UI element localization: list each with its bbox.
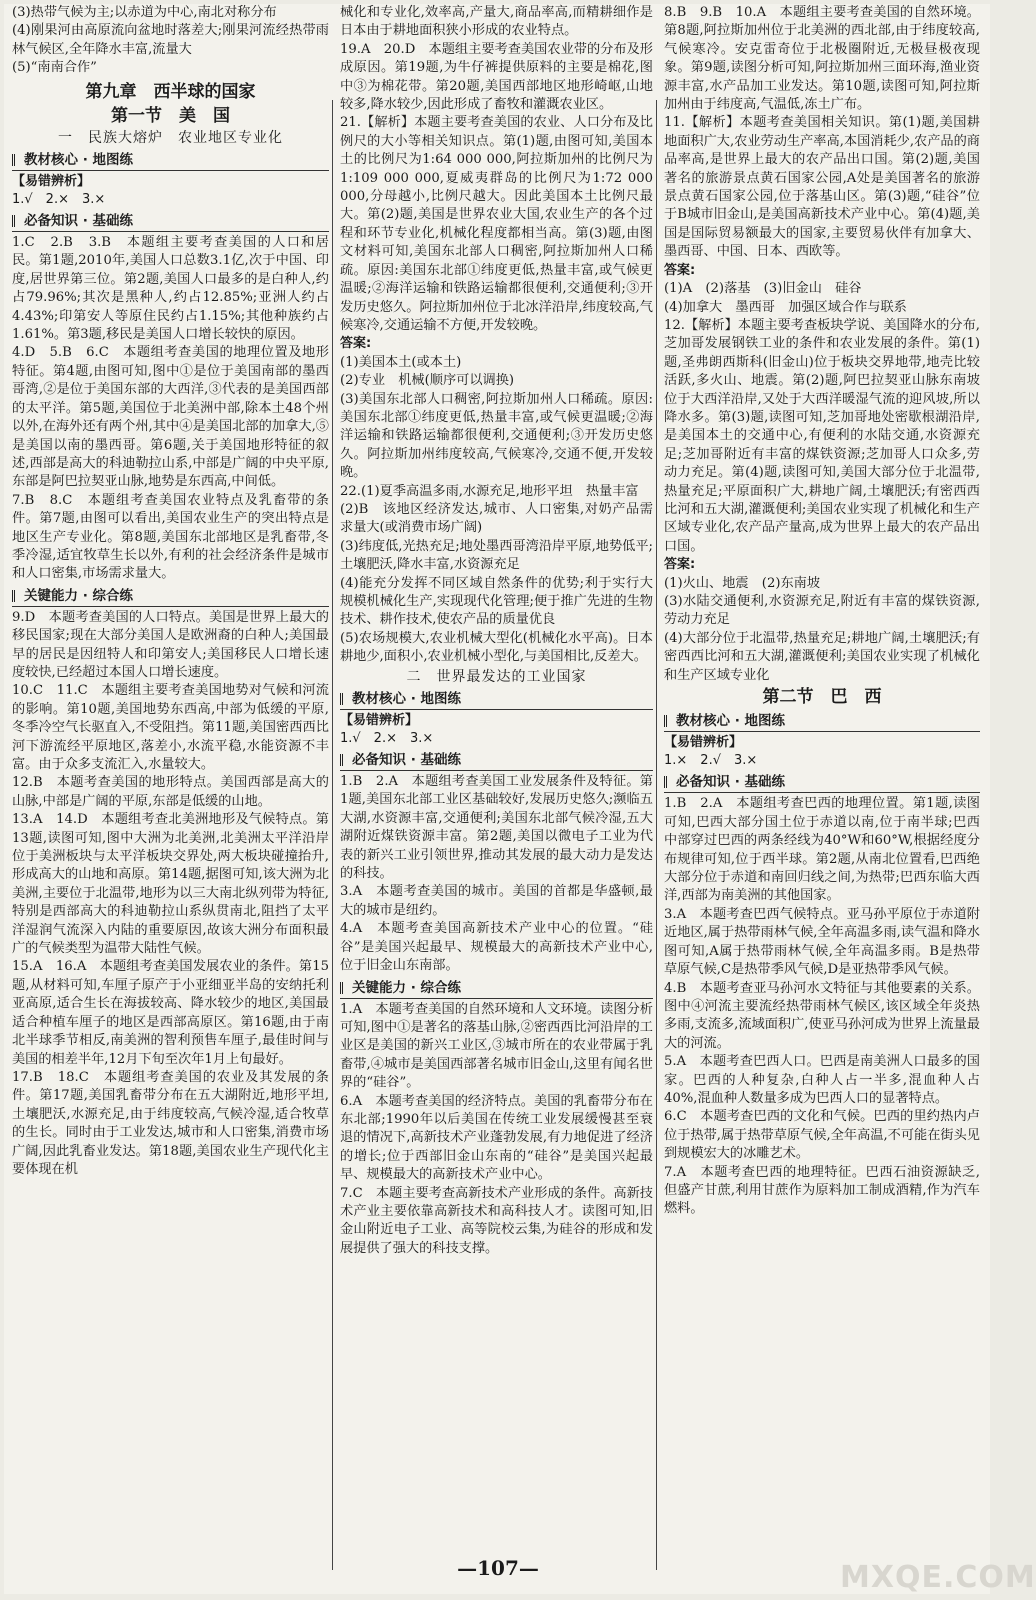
answer-line: 1.√ 2.× 3.× — [340, 730, 434, 746]
answer-paragraph: 1.B 2.A 本题组考查美国工业发展条件及特征。第1题,美国东北部工业区基础较好,发展历史悠久;濒临五大湖,水资源丰富,交通便利;美国东北部气候冷湿,五大湖附近煤铁资源丰富。第2题,美国以微电子工业为代表的新兴工业引领世界,推动其发展的最大动力是发达的科技。 — [340, 774, 653, 882]
answer-paragraph: 19.A 20.D 本题组主要考查美国农业带的分布及形成原因。第19题,为牛仔裤提供原料的主要是棉花,图中③为棉花带。第20题,美国西部地区地形崎岖,山地较多,降水较少,因此形成了畜牧和灌溉农业区。 — [340, 41, 653, 113]
column-left — [12, 4, 329, 1554]
page-number: —107— — [457, 1556, 539, 1580]
column-middle — [340, 4, 653, 1554]
subsection-title: 二 世界最发达的工业国家 — [406, 668, 587, 685]
answer-paragraph: 8.B 9.B 10.A 本题组主要考查美国的自然环境。第8题,阿拉斯加州位于北美洲的西北部,由于纬度较高,气候寒冷。安克雷奇位于北极圈附近,无极昼极夜现象。第9题,读图分析可知,阿拉斯加州三面环海,渔业资源丰富,水产品加工业发达。第10题,读图可知,阿拉斯加州由于纬度高,气温低,冻土广布。 — [664, 5, 980, 113]
answer-paragraph: 3.A 本题考查巴西气候特点。亚马孙平原位于赤道附近地区,属于热带雨林气候,全年高温多雨,读气温和降水图可知,A属于热带雨林气候,全年高温多雨。B是热带草原气候,C是热带季风气候,D是亚热带季风气候。 — [664, 906, 980, 978]
answer-line: 1.× 2.√ 3.× — [664, 753, 758, 769]
column-right — [664, 4, 980, 1554]
answer-paragraph: 12.B 本题考查美国的地形特点。美国西部是高大的山脉,中部是广阔的平原,东部是低缓的山地。 — [12, 775, 329, 809]
answer-paragraph: 6.C 本题考查巴西的文化和气候。巴西的里约热内卢位于热带,属于热带草原气候,全年高温,不可能在街头见到规模宏大的冰雕艺术。 — [664, 1109, 980, 1162]
answer-paragraph: 6.A 本题考查美国的经济特点。美国的乳畜带分布在东北部;1990年以后美国在传统工业发展缓慢甚至衰退的情况下,高新技术产业蓬勃发展,有力地促进了经济的增长;位于西部旧金山东南的“硅谷”是美国兴起最早、规模最大的高新技术产业中心。 — [340, 1093, 653, 1183]
answer-paragraph: 7.B 8.C 本题组考查美国农业特点及乳畜带的条件。第7题,由图可以看出,美国农业生产的突出特点是地区生产专业化。第8题,美国东北部地区是乳畜带,冬季冷湿,适宜牧草生长以外,有利的社会经济条件是城市和人口密集,市场需求量大。 — [12, 492, 329, 582]
answer-paragraph: 1.C 2.B 3.B 本题组主要考查美国的人口和居民。第1题,2010年,美国人口总数3.1亿,次于中国、印度,居世界第三位。第2题,美国人口最多的是白种人,约占79.96%;其次是黑种人,约占12.85%;亚洲人约占4.43%;印第安人等原住民约占1.15%;其他种族约占1.61%。第3题,移民是美国人口增长较快的原因。 — [12, 235, 329, 343]
answer-paragraph: 械化和专业化,效率高,产量大,商品率高,而精耕细作是日本由于耕地面积狭小形成的农业特点。 — [340, 5, 653, 39]
answer-line: (5)农场规模大,农业机械大型化(机械化水平高)。日本耕地少,面积小,农业机械小型化,与美国相比,反差大。 — [340, 630, 653, 665]
answer-paragraph: (3)热带气候为主;以赤道为中心,南北对称分布 — [12, 5, 277, 20]
section-title: 第一节 美 国 — [111, 105, 230, 126]
answer-line: (2)B 该地区经济发达,城市、人口密集,对奶产品需求量大(或消费市场广阔) — [340, 501, 653, 536]
answer-line: 22.(1)夏季高温多雨,水源充足,地形平坦 热量丰富 — [340, 483, 639, 499]
answer-line: (1)A (2)落基 (3)旧金山 硅谷 — [664, 281, 862, 297]
answer-paragraph: 1.B 2.A 本题组考查巴西的地理位置。第1题,读图可知,巴西大部分国土位于赤道以南,位于南半球;巴西中部穿过巴西的两条经线为40°W和60°W,根据经度分布规律可知,位于西半球。第2题,从南北位置看,巴西绝大部分位于赤道和南回归线之间,为热带;巴西东临大西洋,西部为南美洲的其他国家。 — [664, 796, 980, 904]
answer-paragraph: 9.D 本题考查美国的人口特点。美国是世界上最大的移民国家;现在大部分美国人是欧洲裔的白种人;美国最早的居民是因纽特人和印第安人;美国移民人口增长速度较快,已经超过本国人口增长速度。 — [12, 609, 329, 680]
section-bar: 教材核心 · 地图练 — [664, 711, 980, 732]
answer-paragraph: (4)刚果河由高原流向盆地时落差大;刚果河流经热带雨林气候区,全年降水丰富,流量大 — [12, 23, 329, 57]
answer-paragraph: 5.A 本题考查巴西人口。巴西是南美洲人口最多的国家。巴西的人种复杂,白种人占一半多,混血种人占40%,混血种人数量多成为巴西人口的显著特点。 — [664, 1054, 980, 1106]
answer-line: 1.√ 2.× 3.× — [12, 191, 106, 207]
answer-paragraph: 4.D 5.B 6.C 本题组考查美国的地理位置及地形特征。第4题,由图可知,图中①是位于美国南部的墨西哥湾,②是位于美国东部的大西洋,③代表的是美国西部的太平洋。第5题,美国位于北美洲中部,除本土48个州以外,在海外还有两个州,其中④是美国北部的加拿大,⑤是美国以南的墨西哥。第6题,关于美国地形特征的叙述,西部是高大的科迪勒拉山系,中部是广阔的中央平原,东部是阿巴拉契亚山脉,地势是东西高,中间低。 — [12, 345, 329, 490]
answer-paragraph: 10.C 11.C 本题组主要考查美国地势对气候和河流的影响。第10题,美国地势东西高,中部为低缓的平原,冬季冷空气长驱直入,不受阻挡。第11题,美国密西西比河下游流经平原地区,落差小,水流平稳,水能资源不丰富。由于众多支流汇入,水量较大。 — [12, 683, 329, 772]
answer-paragraph: 11.【解析】本题考查美国相关知识。第(1)题,美国耕地面积广大,农业劳动生产率高,本国消耗少,农产品的商品率高,是世界上最大的农产品出口国。第(2)题,美国著名的旅游景点黄石国家公园,A处是美国著名的旅游景点黄石国家公园,位于落基山区。第(3)题,“硅谷”位于B城市旧金山,是美国高新技术产业中心。第(4)题,美国是国际贸易额最大的国家,主要贸易伙伴有加拿大、墨西哥、中国、日本、西欧等。 — [664, 115, 980, 260]
answer-paragraph: 12.【解析】本题主要考查板块学说、美国降水的分布,芝加哥发展钢铁工业的条件和农业发展的条件。第(1)题,圣弗朗西斯科(旧金山)位于板块交界地带,地壳比较活跃,多火山、地震。第(2)题,阿巴拉契亚山脉东南坡位于大西洋沿岸,又处于大西洋暖湿气流的迎风坡,所以降水多。第(3)题,读图可知,芝加哥地处密歇根湖沿岸,是美国本土的交通中心,有便利的水陆交通,水资源充足;芝加哥附近有丰富的煤铁资源;芝加哥人口众多,劳动力充足。第(4)题,读图可知,美国大部分位于北温带,热量充足;平原面积广大,耕地广阔,土壤肥沃;有密西西比河和五大湖,灌溉便利;美国农业实现了机械化和生产区域专业化,农产品产量高,成为世界上最大的农产品出口国。 — [664, 317, 980, 554]
answer-line: (4)加拿大 墨西哥 加强区域合作与联系 — [664, 299, 907, 315]
section-bar: 必备知识 · 基础练 — [12, 211, 329, 232]
column-divider — [332, 100, 333, 1570]
subsection-title: 一 民族大熔炉 农业地区专业化 — [58, 129, 283, 146]
answer-line: (1)美国本土(或本土) — [340, 354, 462, 370]
section-bar: 教材核心 · 地图练 — [12, 150, 329, 171]
section-bar: 关键能力 · 综合练 — [340, 978, 653, 999]
answer-paragraph: 1.A 本题考查美国的自然环境和人文环境。读图分析可知,图中①是著名的落基山脉,②密西西比河沿岸的工业区是美国的新兴工业区,③城市所在的农业带属于乳畜带,④城市是美国西部著名城市旧金山,这里有闻名世界的“硅谷”。 — [340, 1001, 653, 1091]
answer-line: (1)火山、地震 (2)东南坡 — [664, 575, 821, 591]
answer-paragraph: 7.C 本题主要考查高新技术产业形成的条件。高新技术产业主要依靠高新技术和高科技人才。读图可知,旧金山附近电子工业、高等院校云集,为硅谷的形成和发展提供了强大的科技支撑。 — [340, 1185, 653, 1256]
tag-label: 【易错辨析】 — [12, 173, 91, 189]
tag-label: 【易错辨析】 — [664, 735, 743, 751]
answer-paragraph: (5)“南南合作” — [12, 60, 97, 76]
answer-line: (3)美国东北部人口稠密,阿拉斯加州人口稀疏。原因:美国东北部①纬度更低,热量丰富,或气候更温暖;②海洋运输和铁路运输都很便利,交通便利;③开发历史悠久。阿拉斯加州纬度较高,气候寒冷,交通不便,开发较晚。 — [340, 391, 653, 481]
answer-paragraph: 13.A 14.D 本题组考查北美洲地形及气候特点。第13题,读图可知,图中大洲为北美洲,北美洲太平洋沿岸位于美洲板块与太平洋板块交界处,两大板块碰撞抬升,形成高大的山地和高原。第14题,据图可知,该大洲为北美洲,主要位于北温带,地形为以三大南北纵列带为特征,特别是西部高大的科迪勒拉山系纵贯南北,阻挡了太平洋湿润气流深入内陆的重要原因,故该大洲分布面积最广的气候类型为温带大陆性气候。 — [12, 812, 329, 957]
answer-paragraph: 7.A 本题考查巴西的地理特征。巴西石油资源缺乏,但盛产甘蔗,利用甘蔗作为原料加工制成酒精,作为汽车燃料。 — [664, 1164, 980, 1217]
chapter-title: 第九章 西半球的国家 — [85, 81, 256, 102]
answer-line: (2)专业 机械(顺序可以调换) — [340, 373, 515, 389]
answer-label: 答案: — [340, 336, 372, 352]
section-bar: 必备知识 · 基础练 — [664, 772, 980, 793]
answer-paragraph: 21.【解析】本题主要考查美国的农业、人口分布及比例尺的大小等相关知识点。第(1)题,由图可知,美国本土的比例尺为1:64 000 000,阿拉斯加州的比例尺为1:109 000 000,夏威夷群岛的比例尺为1:72 000 000,分母越小,比例尺越大。因此美国本土比例尺最大。第(2)题,美国是世界农业大国,农业生产的各个过程和环节专业化,机械化程度都相当高。第(3)题,由图文材料可知,美国东北部人口稠密,阿拉斯加州人口稀疏。原因:美国东北部①纬度更低,热量丰富,或气候更温暖;②海洋运输和铁路运输都很便利,交通便利;③开发历史悠久。阿拉斯加州位于北冰洋沿岸,纬度较高,气候寒冷,交通运输不方便,开发较晚。 — [340, 115, 653, 333]
answer-label: 答案: — [664, 262, 696, 278]
watermark: MXQE.COM — [840, 1560, 1036, 1595]
answer-paragraph: 3.A 本题考查美国的城市。美国的首都是华盛顿,最大的城市是纽约。 — [340, 884, 653, 918]
answer-label: 答案: — [664, 557, 696, 573]
section-title: 第二节 巴 西 — [762, 687, 882, 708]
answer-paragraph: 4.A 本题考查美国高新技术产业中心的位置。“硅谷”是美国兴起最早、规模最大的高新技术产业中心,位于旧金山东南部。 — [340, 921, 653, 974]
section-bar: 教材核心 · 地图练 — [340, 689, 653, 710]
tag-label: 【易错辨析】 — [340, 712, 419, 728]
answer-line: (4)能充分发挥不同区域自然条件的优势;利于实行大规模机械化生产,实现现代化管理;便于推广先进的生物技术、耕作技术,使农产品的质量优良 — [340, 575, 653, 628]
answer-paragraph: 17.B 18.C 本题组考查美国的农业及其发展的条件。第17题,美国乳畜带分布在五大湖附近,地形平坦,土壤肥沃,水源充足,由于纬度较高,气候冷湿,适合牧草的生长。同时由于工业发达,城市和人口密集,消费市场广阔,因此乳畜业发达。第18题,美国农业生产现代化主要体现在机 — [12, 1069, 329, 1177]
answer-paragraph: 4.B 本题考查亚马孙河水文特征与其他要素的关系。图中④河流主要流经热带雨林气候区,该区域全年炎热多雨,支流多,流域面积广,使亚马孙河成为世界上流量最大的河流。 — [664, 980, 980, 1051]
column-divider — [656, 100, 657, 1570]
answer-paragraph: 15.A 16.A 本题组考查美国发展农业的条件。第15题,从材料可知,车厘子原产于小亚细亚半岛的安纳托利亚高原,适合生长在海拔较高、降水较少的地区,美国最适合种植车厘子的地区是西部高原区。第16题,由于南北半球季节相反,南美洲的智利预售车厘子,最佳时间与美国的相差半年,12月下旬至次年1月上旬最好。 — [12, 959, 329, 1067]
section-bar: 关键能力 · 综合练 — [12, 586, 329, 607]
answer-line: (3)水陆交通便利,水资源充足,附近有丰富的煤铁资源,劳动力充足 — [664, 594, 980, 628]
page — [4, 4, 990, 1594]
answer-line: (4)大部分位于北温带,热量充足;耕地广阔,土壤肥沃;有密西西比河和五大湖,灌溉便利;美国农业实现了机械化和生产区域专业化 — [664, 630, 980, 683]
answer-line: (3)纬度低,光热充足;地处墨西哥湾沿岸平原,地势低平;土壤肥沃,降水丰富,水资源充足 — [340, 538, 653, 573]
section-bar: 必备知识 · 基础练 — [340, 750, 653, 771]
